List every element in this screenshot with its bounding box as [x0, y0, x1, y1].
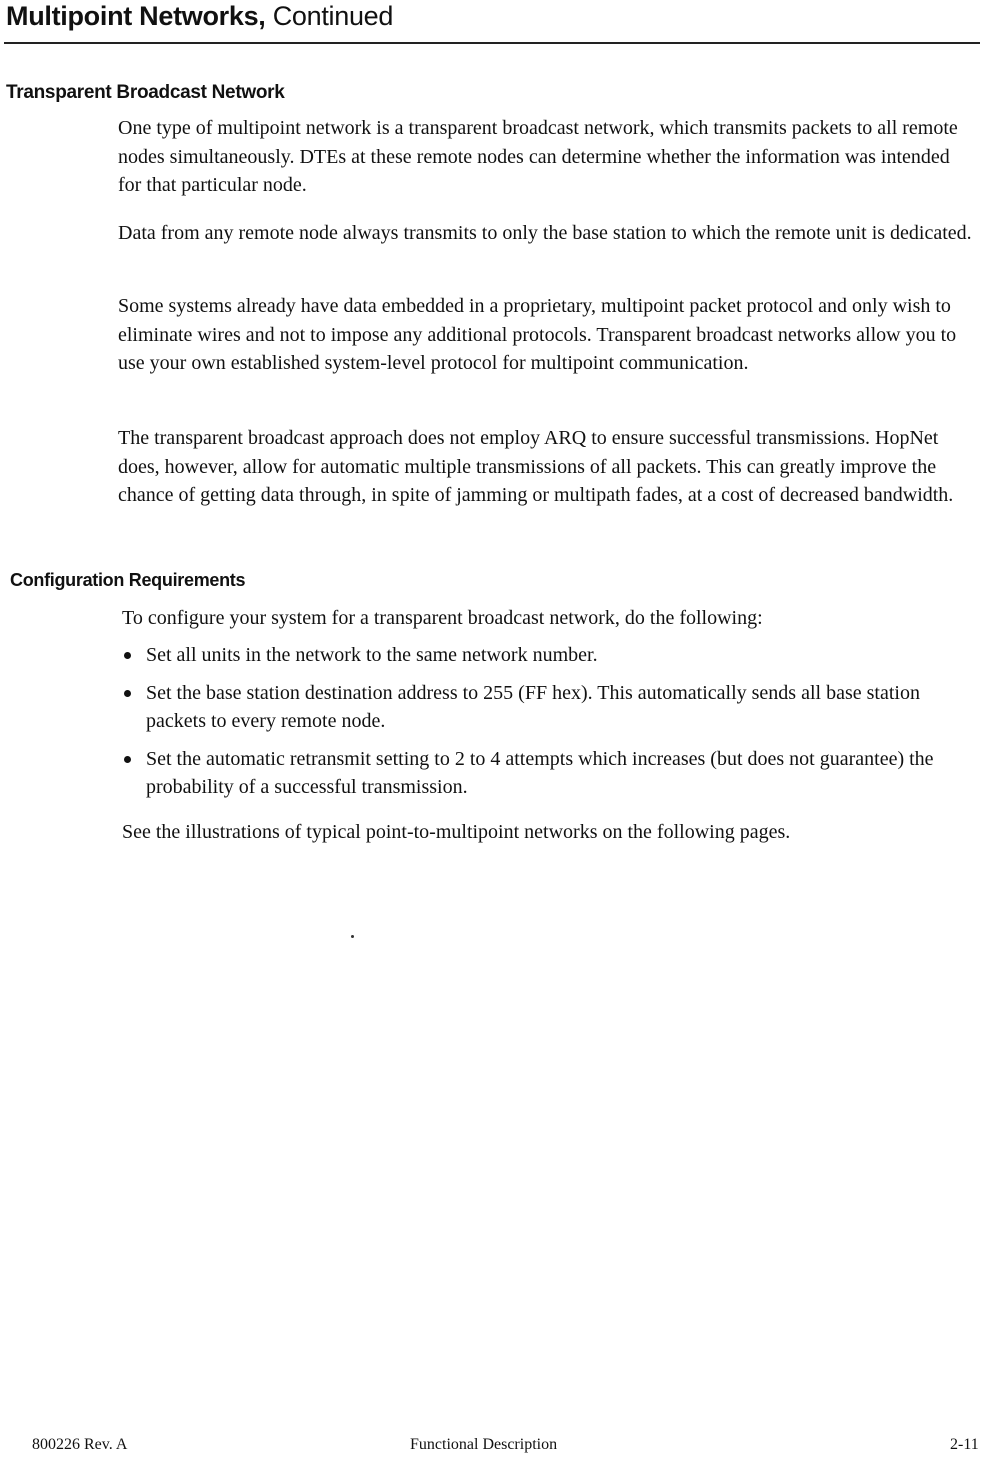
section-heading-configuration-requirements: Configuration Requirements: [10, 570, 246, 590]
bullet-icon: [124, 652, 131, 659]
paragraph-proprietary-protocol: Some systems already have data embedded in a proprietary, multipoint packet protocol and only wish to eliminate wires and not to impose any additional protocols. Transparent broadcast networks allow you to use your own established system-level protocol for multipoint communication.: [118, 295, 957, 374]
paragraph-network-overview: One type of multipoint network is a transparent broadcast network, which transmits packets to all remote nodes simultaneously. DTEs at these remote nodes can determine whether the information was intended for that particular node.: [118, 117, 958, 196]
list-item: [122, 641, 974, 670]
paragraph-remote-node-data: Data from any remote node always transmits to only the base station to which the remote unit is dedicated.: [118, 222, 972, 244]
paragraph-arq-retransmissions: The transparent broadcast approach does not employ ARQ to ensure successful transmissions. HopNet does, however, allow for automatic multiple transmissions of all packets. This can greatly improve the chance of getting data through, in spite of jamming or multipath fades, at a cost of decreased bandwidth.: [118, 427, 954, 506]
bullet-icon: [124, 756, 131, 763]
configuration-steps-list: [122, 641, 974, 811]
page-title-main: Multipoint Networks,: [6, 1, 266, 31]
title-divider: [4, 42, 980, 44]
section-heading-transparent-broadcast: Transparent Broadcast Network: [6, 82, 285, 103]
list-item-text: Set all units in the network to the same network number.: [146, 644, 598, 666]
paragraph-see-illustrations: See the illustrations of typical point-to-multipoint networks on the following pages.: [122, 821, 791, 843]
list-item: [122, 745, 974, 802]
footer-page-number: 2-11: [950, 1436, 979, 1453]
scan-speck: [351, 935, 354, 938]
list-item: [122, 679, 974, 736]
footer-document-number: 800226 Rev. A: [32, 1436, 128, 1453]
bullet-icon: [124, 690, 131, 697]
paragraph-configuration-intro: To configure your system for a transparent broadcast network, do the following:: [122, 607, 763, 629]
page-title-continued: Continued: [265, 1, 394, 31]
footer-chapter-title: Functional Description: [410, 1436, 558, 1453]
list-item-text: Set the automatic retransmit setting to 2 to 4 attempts which increases (but does not guarantee) the probability of a successful transmission.: [146, 747, 934, 798]
page-title: [6, 0, 393, 32]
list-item-text: Set the base station destination address to 255 (FF hex). This automatically sends all base station packets to every remote node.: [146, 681, 920, 732]
